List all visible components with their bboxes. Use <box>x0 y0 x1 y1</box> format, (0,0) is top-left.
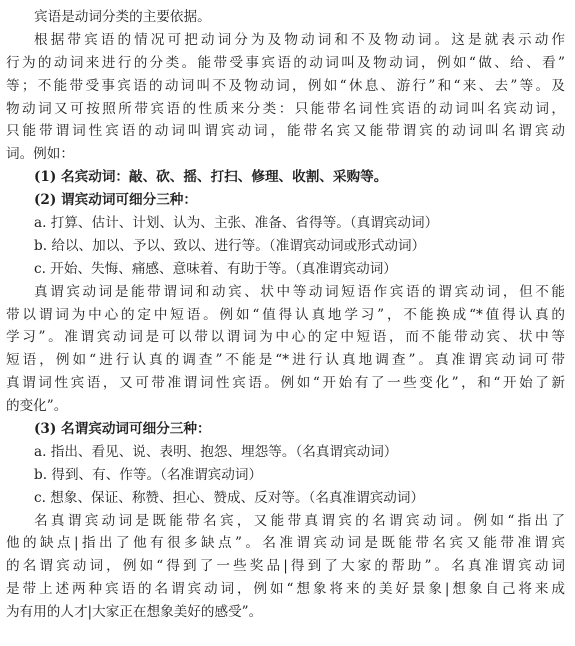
text-line: 名真谓宾动词是既能带名宾，又能带真谓宾的名谓宾动词。例如“指出了 <box>34 512 565 529</box>
text-line: 等；不能带受事宾语的动词叫不及物动词，例如“休息、游行”和“来、去”等。及 <box>6 77 565 94</box>
list-item: c. 想象、保证、称赞、担心、赞成、反对等。（名真准谓宾动词） <box>34 489 425 506</box>
text-line: 他的缺点|指出了他有很多缺点”。名准谓宾动词是既能带名宾又能带准谓宾 <box>6 535 565 552</box>
list-item: b. 给以、加以、予以、致以、进行等。（准谓宾动词或形式动词） <box>34 237 426 254</box>
text-line: 是带上述两种宾语的名谓宾动词，例如“想象将来的美好景象|想象自己将来成 <box>6 581 565 598</box>
text-line: 的名谓宾动词，例如“得到了一些奖品|得到了大家的帮助”。名真准谓宾动词 <box>6 558 565 575</box>
text-line: 根据带宾语的情况可把动词分为及物动词和不及物动词。这是就表示动作 <box>34 31 565 48</box>
text-line: 为有用的人才|大家正在想象美好的感受”。 <box>6 604 263 621</box>
text-line: 只能带谓词性宾语的动词叫谓宾动词，能带名宾又能带谓宾的动词叫名谓宾动 <box>6 123 565 140</box>
text-line: 真谓词性宾语，又可带准谓词性宾语。例如“开始有了一些变化”，和“开始了新 <box>6 375 565 392</box>
list-heading: (1) 名宾动词：敲、砍、摇、打扫、修理、收割、采购等。 <box>34 169 388 186</box>
list-item: b. 得到、有、作等。（名准谓宾动词） <box>34 466 263 483</box>
text-line: 宾语是动词分类的主要依据。 <box>34 9 211 25</box>
text-line: 带以谓词为中心的定中短语。例如“值得认真地学习”，不能换成“*值得认真的 <box>6 306 565 323</box>
text-line: 真谓宾动词是能带谓词和动宾、状中等动词短语作宾语的谓宾动词，但不能 <box>34 283 565 300</box>
text-line: 行为的动词来进行的分类。能带受事宾语的动词叫及物动词，例如“做、给、看” <box>6 54 565 71</box>
list-item: a. 打算、估计、计划、认为、主张、准备、省得等。（真谓宾动词） <box>34 215 439 232</box>
text-line: 学习”。准谓宾动词是可以带以谓词为中心的定中短语，而不能带动宾、状中等 <box>6 329 565 346</box>
text-line: 短语，例如“进行认真的调查”不能是“*进行认真地调查”。真准谓宾动词可带 <box>6 352 565 369</box>
list-heading: (2) 谓宾动词可细分三种： <box>34 192 197 209</box>
text-line: 词。例如： <box>6 146 74 163</box>
text-line: 物动词又可按照所带宾语的性质来分类：只能带名词性宾语的动词叫名宾动词， <box>6 100 565 117</box>
list-item: a. 指出、看见、说、表明、抱怨、埋怨等。（名真谓宾动词） <box>34 443 398 460</box>
text-line: 的变化”。 <box>6 398 68 415</box>
list-heading: (3) 名谓宾动词可细分三种： <box>34 421 211 438</box>
list-item: c. 开始、失悔、痛感、意味着、有助于等。（真准谓宾动词） <box>34 260 397 277</box>
